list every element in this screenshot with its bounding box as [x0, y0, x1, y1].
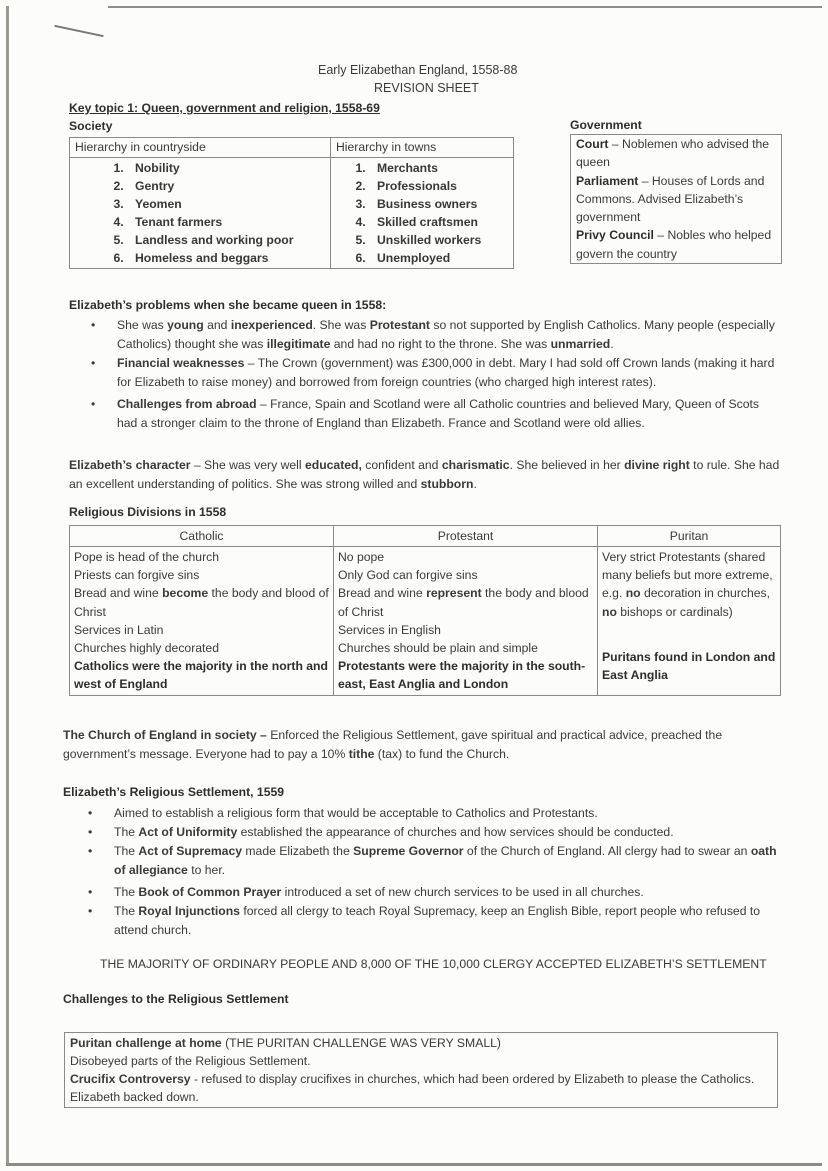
scan-edge-left — [6, 6, 9, 1166]
catholic-cell: Pope is head of the church Priests can forgive sins Bread and wine become the body and blood of Christ Services in Latin Churches highly decorated Catholics were the majority in the north and west of England — [70, 547, 334, 696]
countryside-list-cell — [70, 158, 331, 269]
col-header-catholic: Catholic — [70, 526, 334, 547]
settlement-item: • The Royal Injunctions forced all clergy to teach Royal Supremacy, keep an English Bible, report people who refused to attend church. — [66, 902, 778, 940]
key-topic-heading: Key topic 1: Queen, government and religion, 1558-69 — [69, 101, 380, 115]
list-item: 3. Yeomen — [127, 195, 330, 213]
scan-edge-bottom — [6, 1163, 822, 1166]
countryside-list — [70, 159, 330, 267]
term: Court — [576, 137, 609, 151]
list-item: 1. Merchants — [369, 159, 513, 177]
problem-item: • Financial weaknesses – The Crown (government) was £300,000 in debt. Mary I had sold off Crown lands (making it hard for Elizabeth to raise money) and borrowed from foreign countries (who charged high interest rates). — [69, 354, 781, 392]
puritan-challenge-box — [64, 1032, 778, 1108]
document-subtitle: REVISION SHEET — [374, 81, 479, 95]
definition: – Houses of Lords and Commons. Advised Elizabeth’s government — [576, 173, 765, 225]
government-heading: Government — [570, 118, 642, 132]
definition: – Noblemen who advised the queen — [576, 137, 770, 170]
settlement-item: • Aimed to establish a religious form that would be acceptable to Catholics and Protestants. — [66, 804, 778, 823]
list-item: 6. Unemployed — [369, 249, 513, 267]
list-item: 4. Tenant farmers — [127, 213, 330, 231]
list-item: 3. Business owners — [369, 195, 513, 213]
gov-entry-parliament — [576, 172, 776, 227]
settlement-item: • The Book of Common Prayer introduced a set of new church services to be used in all churches. — [66, 883, 778, 902]
document-title: Early Elizabethan England, 1558-88 — [318, 63, 518, 77]
term: Privy Council — [576, 228, 654, 243]
society-table — [69, 137, 514, 269]
settlement-heading: Elizabeth’s Religious Settlement, 1559 — [63, 785, 285, 799]
protestant-cell: No pope Only God can forgive sins Bread and wine represent the body and blood of Christ Services in English Churches should be plain and simple Protestants were the majority in the south-east, East Anglia and London — [334, 547, 598, 696]
society-heading: Society — [69, 119, 113, 133]
character-paragraph: Elizabeth’s character – She was very well educated, confident and charismatic. She believed in her divine right to rule. She had an excellent understanding of politics. She was strong willed and stubborn. — [69, 458, 780, 491]
crucifix-controversy-text: Crucifix Controversy - refused to display crucifixes in churches, which had been ordered by Elizabeth to please the Catholics. Elizabeth backed down. — [70, 1072, 755, 1104]
list-item: 2. Professionals — [369, 177, 513, 195]
towns-list — [331, 159, 513, 267]
list-item: 5. Landless and working poor — [127, 231, 330, 249]
government-box — [570, 134, 782, 264]
puritan-challenge-title: Puritan challenge at home (THE PURITAN CHALLENGE WAS VERY SMALL) — [70, 1036, 501, 1050]
list-item: 5. Unskilled workers — [369, 231, 513, 249]
challenges-heading: Challenges to the Religious Settlement — [63, 992, 289, 1006]
pen-mark — [54, 25, 103, 37]
col-header-towns: Hierarchy in towns — [331, 138, 514, 158]
church-society-paragraph: The Church of England in society – Enforced the Religious Settlement, gave spiritual and practical advice, preached the government’s message. Everyone had to pay a 10% tithe (tax) to fund the Church. — [63, 728, 723, 761]
problems-list — [69, 316, 781, 433]
settlement-item: • The Act of Supremacy made Elizabeth the Supreme Governor of the Church of England. All clergy had to swear an oath of allegiance to her. — [66, 842, 778, 880]
gov-entry-court — [576, 135, 776, 172]
settlement-item: • The Act of Uniformity established the appearance of churches and how services should be conducted. — [66, 823, 778, 842]
problem-item: • Challenges from abroad – France, Spain and Scotland were all Catholic countries and believed Mary, Queen of Scots had a stronger claim to the throne of England than Elizabeth. France and Scotland were old allies. — [69, 395, 781, 433]
puritan-cell: Very strict Protestants (shared many beliefs but more extreme, e.g. no decoration in churches, no bishops or cardinals) Puritans found in London and East Anglia — [598, 547, 781, 696]
list-item: 2. Gentry — [127, 177, 330, 195]
problems-heading: Elizabeth’s problems when she became queen in 1558: — [69, 298, 387, 312]
list-item: 6. Homeless and beggars — [127, 249, 330, 267]
religious-divisions-table — [69, 525, 781, 696]
list-item: 1. Nobility — [127, 159, 330, 177]
col-header-countryside: Hierarchy in countryside — [70, 138, 331, 158]
towns-list-cell — [331, 158, 514, 269]
settlement-list — [66, 804, 778, 940]
religious-divisions-heading: Religious Divisions in 1558 — [69, 505, 227, 519]
gov-entry-privy-council — [576, 226, 776, 263]
problem-item: • She was young and inexperienced. She was Protestant so not supported by English Catholics. Many people (especially Catholics) thought she was illegitimate and had no right to the throne. She was unmarried. — [69, 316, 781, 354]
scan-edge-top — [108, 6, 822, 8]
definition: – Nobles who helped govern the country — [576, 228, 772, 261]
col-header-protestant: Protestant — [334, 526, 598, 547]
settlement-note: THE MAJORITY OF ORDINARY PEOPLE AND 8,000 OF THE 10,000 CLERGY ACCEPTED ELIZABETH’S SETTLEMENT — [100, 957, 767, 971]
list-item: 4. Skilled craftsmen — [369, 213, 513, 231]
term: Parliament — [576, 173, 639, 188]
puritan-challenge-text: Disobeyed parts of the Religious Settlement. — [70, 1054, 311, 1068]
col-header-puritan: Puritan — [598, 526, 781, 547]
